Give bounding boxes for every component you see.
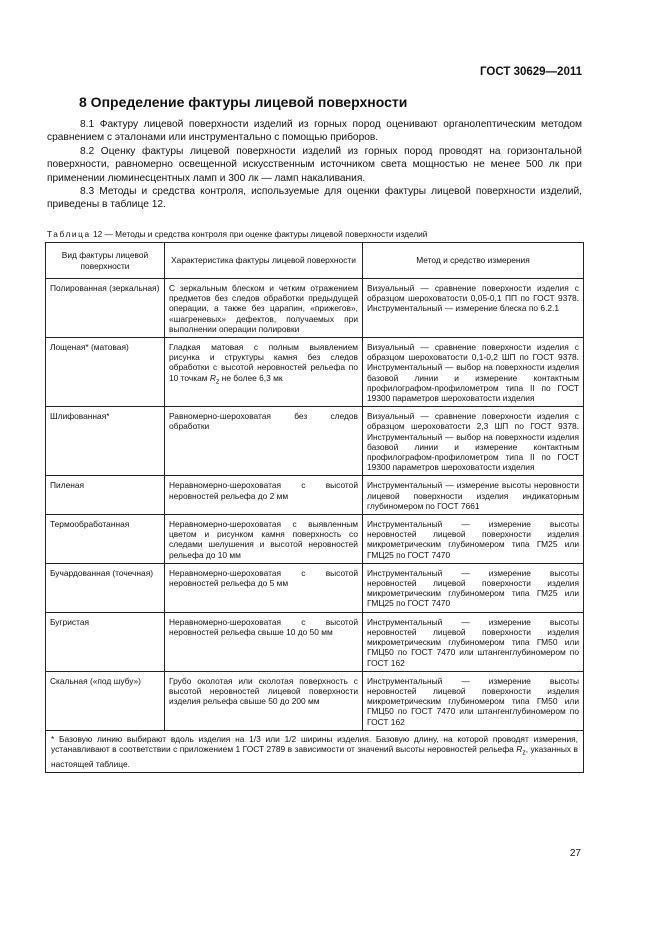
cell-characteristic: С зеркальным блеском и четким отражением предметов без следов обработки предыдущей операции, а также без царапин, «прижегов», «шагреневых» дефектов, получаемых при выполнении операции полировки: [165, 279, 363, 338]
cell-method: Визуальный — сравнение поверхности изделия с образцом шероховатости 0,05-0,1 ПП по ГОСТ 9378. Инструментальный — измерение блеска по 6.2.1: [363, 279, 584, 338]
cell-texture: Бучардованная (точечная): [46, 563, 165, 612]
cell-characteristic: [165, 338, 363, 407]
standard-number: ГОСТ 30629—2011: [480, 66, 582, 78]
table-row: [46, 563, 584, 612]
table-footnote-row: [46, 730, 584, 772]
section-heading: 8 Определение фактуры лицевой поверхности: [79, 94, 408, 110]
cell-texture: Лощеная* (матовая): [46, 338, 165, 407]
table-row: [46, 407, 584, 476]
cell-characteristic: Неравномерно-шероховатая с высотой неровностей рельефа до 5 мм: [165, 563, 363, 612]
cell-method: Визуальный — сравнение поверхности изделия с образцом шероховатости 2,3 ШП по ГОСТ 9378. Инструментальный — выбор на поверхности изделия базовой линии и измерение контактным профилографом-профилометром типа II по ГОСТ 19300 параметров шероховатости изделия: [363, 407, 584, 476]
cell-characteristic: Неравномерно-шероховатая с высотой неровностей рельефа до 2 мм: [165, 476, 363, 515]
paragraph-8-2: 8.2 Оценку фактуры лицевой поверхности изделий из горных пород проводят на горизонтальной поверхности, равномерно освещенной искусственным источником света мощностью не менее 500 лк при применении люминесцентных ламп и 300 лк — ламп накаливания.: [47, 145, 582, 184]
cell-method: Инструментальный — измерение высоты неровности лицевой поверхности изделия индикаторным глубиномером по ГОСТ 7661: [363, 476, 584, 515]
header-characteristic: Характеристика фактуры лицевой поверхности: [165, 243, 363, 279]
page-number: 27: [569, 848, 581, 859]
paragraph-8-3: 8.3 Методы и средства контроля, используемые для оценки фактуры лицевой поверхности изделий, приведены в таблице 12.: [47, 186, 582, 211]
cell-method: Инструментальный — измерение высоты неровностей лицевой поверхности изделия микрометрическим глубиномером типа ГМ25 или ГМЦ25 по ГОСТ 7470: [363, 563, 584, 612]
cell-method: Инструментальный — измерение высоты неровностей лицевой поверхности изделия микрометрическим глубиномером типа ГМ50 или ГМЦ50 по ГОСТ 7470 или штангенглубиномером по ГОСТ 162: [363, 612, 584, 671]
table-row: [46, 671, 584, 730]
cell-texture: Термообработанная: [46, 515, 165, 564]
table-footnote: * Базовую линию выбирают вдоль изделия на 1/3 или 1/2 ширины изделия. Базовую длину, на которой проводят измерения, устанавливают в соответствии с приложением 1 ГОСТ 2789 в зависимости от значений высоты неровностей рельефа $R_z$, указанных в настоящей таблице.: [46, 730, 584, 772]
table-row: [46, 612, 584, 671]
table-row: [46, 476, 584, 515]
table-row: [46, 338, 584, 407]
texture-methods-table: [45, 242, 584, 773]
table-caption: [47, 229, 427, 239]
cell-characteristic: Грубо околотая или сколотая поверхность с высотой неровностей лицевой поверхности изделия рельефа свыше 50 до 200 мм: [165, 671, 363, 730]
table-header-row: [46, 243, 584, 279]
cell-texture: Бугристая: [46, 612, 165, 671]
header-method: Метод и средство измерения: [363, 243, 584, 279]
cell-method: Инструментальный — измерение высоты неровностей лицевой поверхности изделия микрометрическим глубиномером типа ГМ25 или ГМЦ25 по ГОСТ 7470: [363, 515, 584, 564]
cell-characteristic: Неравномерно-шероховатая с выявленным цветом и рисунком камня поверхность со следами шелушения и высотой неровностей рельефа до 10 мм: [165, 515, 363, 564]
rz-text: Гладкая матовая с полным выявлением рисунка и структуры камня без следов обработки с высотой неровностей рельефа по 10 точкам $R_z$ не более 6,3 мк: [169, 342, 358, 386]
section-intro: [47, 118, 582, 212]
paragraph-8-1: 8.1 Фактуру лицевой поверхности изделий из горных пород оценивают органолептическим методом сравнением с эталонами или инструментально с помощью приборов.: [47, 119, 582, 144]
cell-texture: Шлифованная*: [46, 407, 165, 476]
table-caption-text: 12 — Методы и средства контроля при оценке фактуры лицевой поверхности изделий: [93, 229, 428, 239]
cell-texture: Пиленая: [46, 476, 165, 515]
cell-characteristic: Равномерно-шероховатая без следов обработки: [165, 407, 363, 476]
cell-method: Инструментальный — измерение высоты неровностей лицевой поверхности изделия микрометрическим глубиномером типа ГМ50 или ГМЦ50 по ГОСТ 7470 или штангенглубиномером по ГОСТ 162: [363, 671, 584, 730]
table-row: [46, 279, 584, 338]
table-caption-label: Таблица: [47, 229, 91, 239]
header-texture-type: Вид фактуры лицевой поверхности: [46, 243, 165, 279]
cell-method: Визуальный — сравнение поверхности изделия с образцом шероховатости 0,1-0,2 ШП по ГОСТ 9378. Инструментальный — выбор на поверхности изделия базовой линии и измерение контактным профилографом-профилометром типа II по ГОСТ 19300 параметров шероховатости изделия: [363, 338, 584, 407]
cell-texture: Полированная (зеркальная): [46, 279, 165, 338]
table-row: [46, 515, 584, 564]
cell-characteristic: Неравномерно-шероховатая с высотой неровностей рельефа свыше 10 до 50 мм: [165, 612, 363, 671]
cell-texture: Скальная («под шубу»): [46, 671, 165, 730]
